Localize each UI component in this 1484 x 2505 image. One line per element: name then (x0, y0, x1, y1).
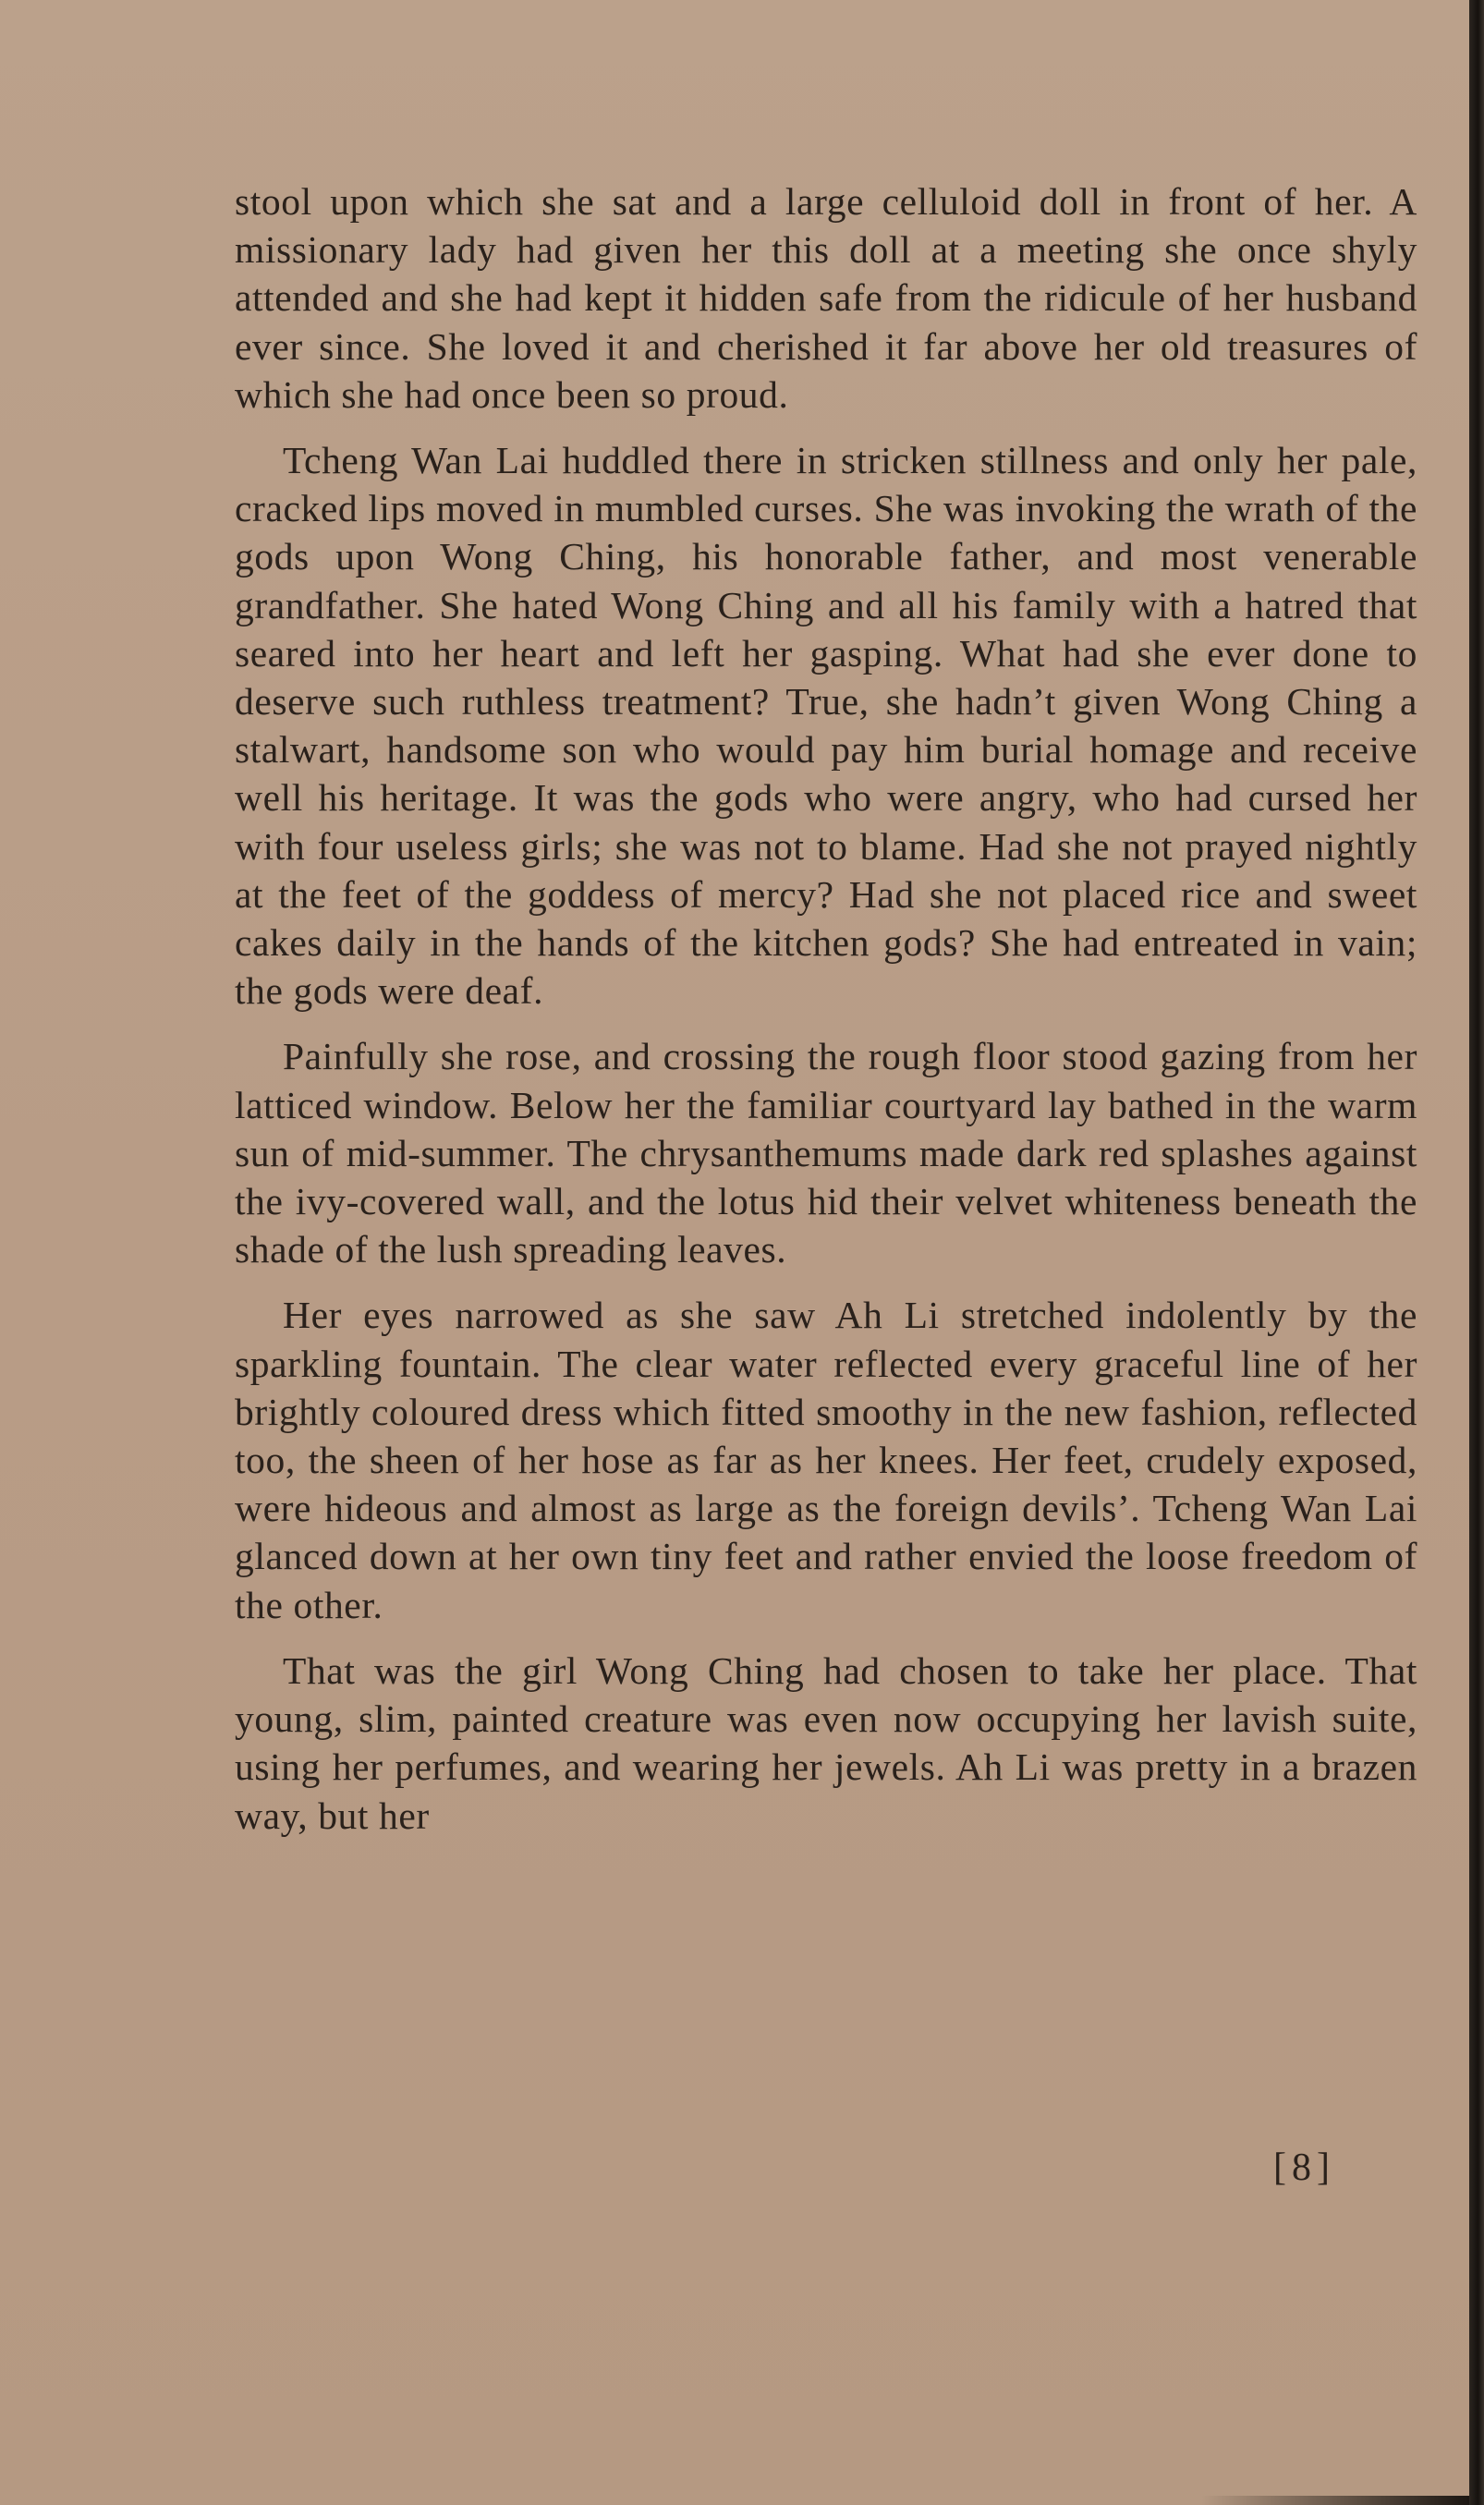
paragraph-2: Tcheng Wan Lai huddled there in stricken stillness and only her pale, cracked lips moved in mumbled curses. She was invoking the wrath of the gods upon Wong Ching, his honorable father, and most venerable grandfather. She hated Wong Ching and all his family with a hatred that seared into her heart and left her gasping. What had she ever done to deserve such ruthless treatment? True, she hadn’t given Wong Ching a stalwart, handsome son who would pay him burial homage and receive well his heritage. It was the gods who were angry, who had cursed her with four useless girls; she was not to blame. Had she not prayed nightly at the feet of the goddess of mercy? Had she not placed rice and sweet cakes daily in the hands of the kitchen gods? She had entreated in vain; the gods were deaf. (235, 439, 1417, 1013)
page-bottom-edge-shadow (1201, 2496, 1469, 2505)
paragraph-5: That was the girl Wong Ching had chosen to take her place. That young, slim, painted creature was even now occupying her lavish suite, using her perfumes, and wearing her jewels. Ah Li was pretty in a brazen way, but her (235, 1648, 1417, 1837)
paragraph-1: stool upon which she sat and a large celluloid doll in front of her. A missionary lady had given her this doll at a meeting she once shyly attended and she had kept it hidden safe from the ridicule of her husband ever since. She loved it and cherished it far above her old treasures of which she had once been so proud. (235, 180, 1417, 416)
book-spine-edge (1469, 0, 1484, 2505)
page-number: [8] (1273, 2146, 1335, 2189)
paragraph-4: Her eyes narrowed as she saw Ah Li stretched indolently by the sparkling fountain. The clear water reflected every graceful line of her brightly coloured dress which fitted smoothy in the new fashion, reflected too, the sheen of her hose as far as her knees. Her feet, crudely exposed, were hideous and almost as large as the foreign devils’. Tcheng Wan Lai glanced down at her own tiny feet and rather envied the loose freedom of the other. (235, 1294, 1417, 1626)
paragraph-3: Painfully she rose, and crossing the rough floor stood gazing from her latticed window. Below her the familiar courtyard lay bathed in the warm sun of mid-summer. The chrysanthemums made dark red splashes against the ivy-covered wall, and the lotus hid their velvet whiteness beneath the shade of the lush spreading leaves. (235, 1035, 1417, 1271)
page-body-text (235, 177, 1417, 1857)
